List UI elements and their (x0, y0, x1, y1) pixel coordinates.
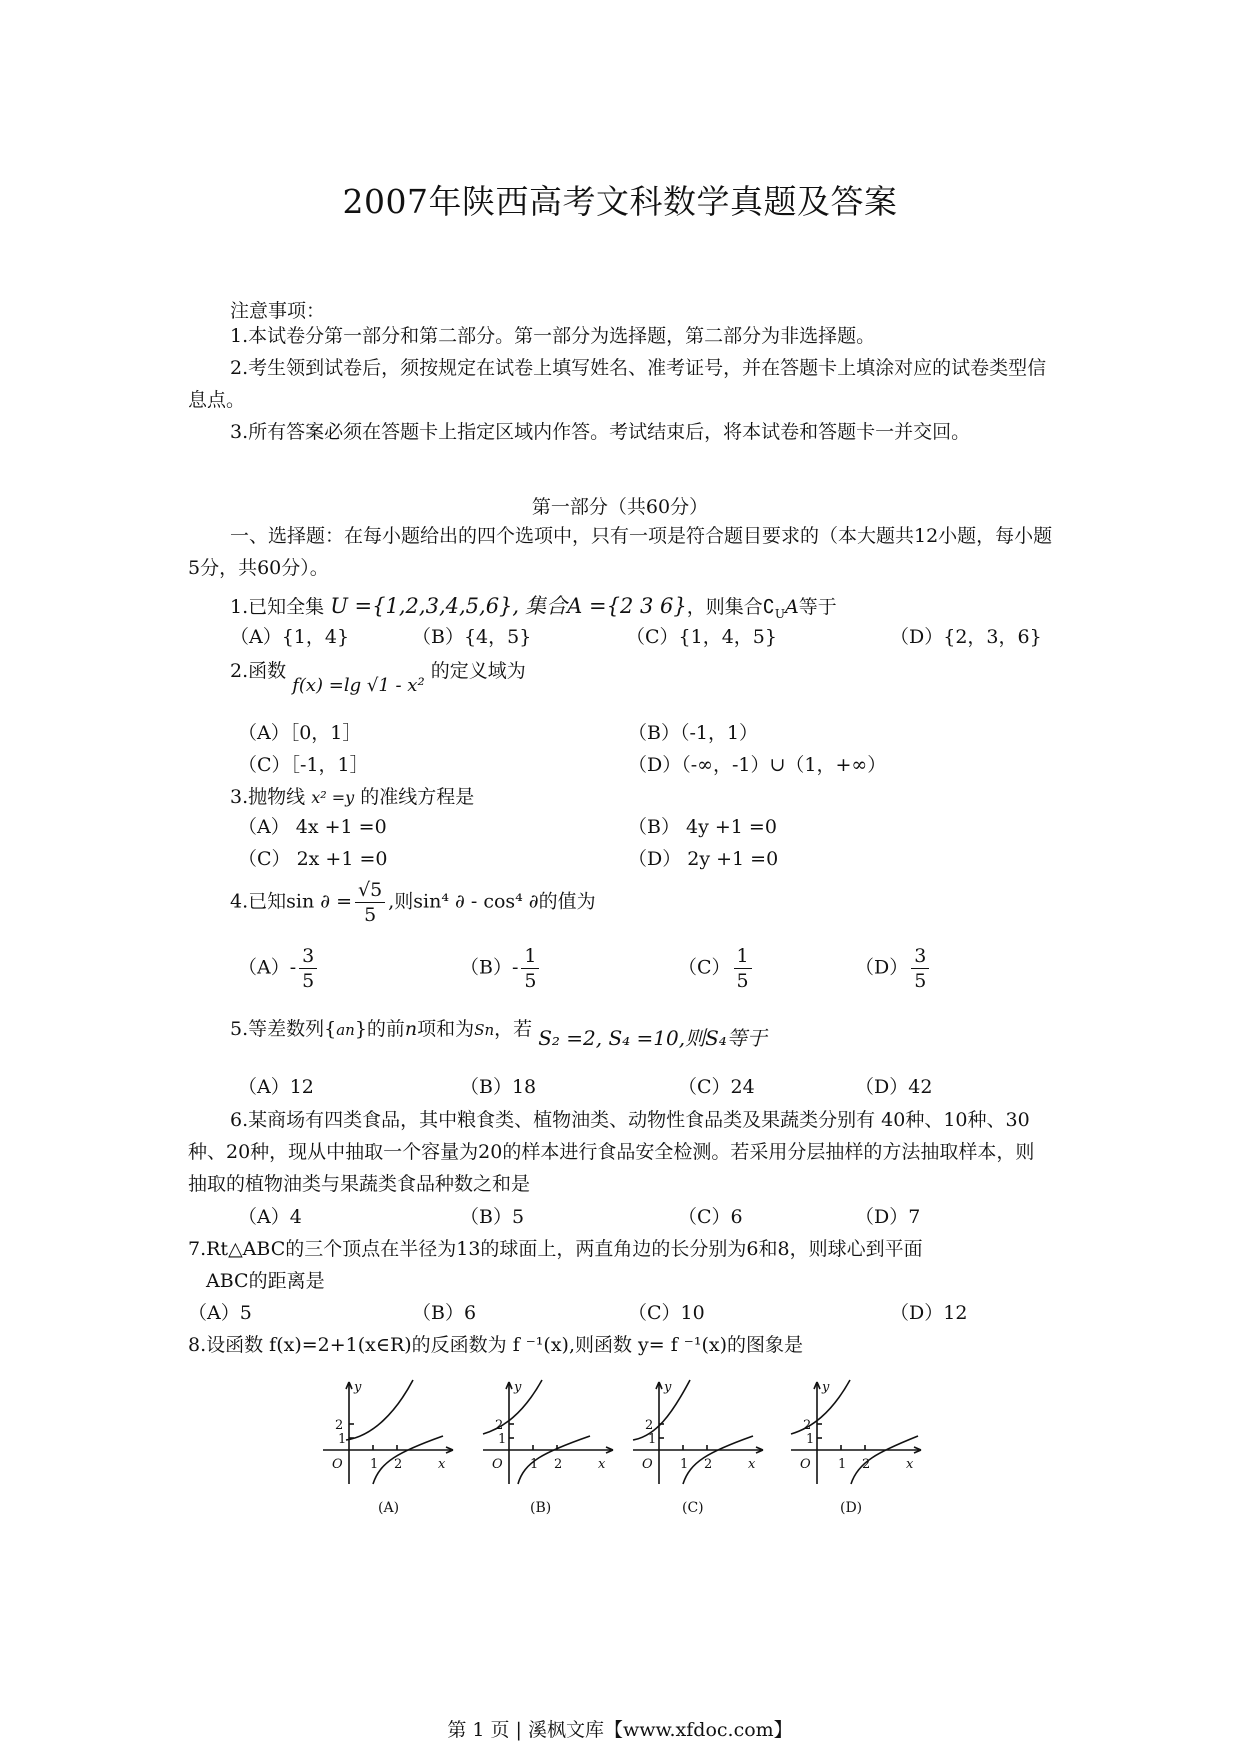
graph-d (786, 1378, 928, 1488)
q4-a-den: 5 (302, 970, 315, 992)
q4-c-frac (734, 944, 752, 993)
graph-b-yt1: 1 (498, 1432, 507, 1447)
q4-a-num: 3 (299, 944, 317, 969)
question-7-line1: 7.Rt△ABC的三个顶点在半径为13的球面上，两直角边的长分别为6和8，则球心到平面 (188, 1238, 923, 1260)
notice-item-1: 1.本试卷分第一部分和第二部分。第一部分为选择题，第二部分为非选择题。 (230, 325, 876, 347)
question-5 (230, 1012, 767, 1050)
q4-b-frac (521, 944, 539, 993)
q6-option-d: （D）7 (855, 1206, 921, 1228)
graph-b-ylabel: y (514, 1380, 522, 1395)
graph-a-yt1: 1 (338, 1432, 347, 1447)
q7-option-b: （B）6 (412, 1302, 477, 1324)
q4-frac-den: 5 (364, 904, 377, 926)
notice-heading: 注意事项： (230, 300, 326, 322)
q4-b-den: 5 (524, 970, 537, 992)
graph-c-ylabel: y (664, 1380, 672, 1395)
q4-d-label: （D） (855, 956, 909, 979)
q4-option-d (855, 944, 932, 993)
q5-mid1: }的前 (354, 1018, 405, 1040)
graph-a-xlabel: x (438, 1457, 446, 1472)
question-2 (230, 656, 526, 696)
graph-b-yt2: 2 (495, 1418, 504, 1433)
question-7-line2: ABC的距离是 (206, 1270, 325, 1292)
q1-suffix: ，则集合∁ (686, 596, 775, 618)
graph-a-origin: O (332, 1457, 343, 1472)
graph-c-xt2: 2 (704, 1457, 713, 1472)
graph-b-curve-up (483, 1380, 542, 1434)
graph-d-xt1: 1 (838, 1457, 847, 1472)
question-1 (230, 590, 837, 621)
graph-b-xt2: 2 (554, 1457, 563, 1472)
graph-c-curve-low (683, 1436, 753, 1484)
q4-option-b (460, 944, 542, 993)
part1-intro: 一、选择题：在每小题给出的四个选项中，只有一项是符合题目要求的（本大题共12小题，每小题5分，共60分）。 (188, 525, 1053, 579)
q4-fraction (355, 878, 385, 927)
q3-option-d: （D） 2y +1 =0 (628, 848, 779, 870)
q7-option-d: （D）12 (890, 1302, 968, 1324)
graph-a-ylabel: y (354, 1380, 362, 1395)
graph-d-xlabel: x (906, 1457, 914, 1472)
q4-d-den: 5 (914, 970, 927, 992)
notice-item-3: 3.所有答案必须在答题卡上指定区域内作答。考试结束后，将本试卷和答题卡一并交回。 (230, 421, 971, 443)
q4-frac-num: √5 (355, 878, 385, 903)
q3-option-b: （B） 4y +1 =0 (628, 816, 777, 838)
q5-an: an (336, 1021, 355, 1039)
q5-option-c: （C）24 (678, 1076, 755, 1098)
graph-c-origin: O (642, 1457, 653, 1472)
q4-c-label: （C） (678, 956, 731, 979)
q4-b-num: 1 (521, 944, 539, 969)
graph-d-origin: O (800, 1457, 811, 1472)
q1-option-c: （C）{1，4，5} (626, 626, 777, 648)
q2-option-a: （A）［0，1］ (238, 722, 362, 744)
graph-c-xt1: 1 (680, 1457, 689, 1472)
q2-formula: f(x) =lg √1 - x² (292, 675, 425, 696)
question-6: 6.某商场有四类食品，其中粮食类、植物油类、动物性食品类及果蔬类分别有 40种、10种、30种、20种，现从中抽取一个容量为20的样本进行食品安全检测。若采用分层抽样的方法抽取样本，则抽取的植物油类与果蔬类食品种数之和是 (188, 1109, 1035, 1195)
graph-b-origin: O (492, 1457, 503, 1472)
graph-b-xlabel: x (598, 1457, 606, 1472)
graph-a-xt1: 1 (370, 1457, 379, 1472)
q1-option-a: （A）{1，4} (230, 626, 350, 648)
q2-option-d: （D）（-∞，-1）∪（1，+∞） (628, 754, 887, 776)
q3-option-a: （A） 4x +1 =0 (238, 816, 387, 838)
q5-option-a: （A）12 (238, 1076, 314, 1098)
q4-a-frac (299, 944, 317, 993)
q4-mid: ,则 (388, 890, 414, 913)
q4-c-den: 5 (736, 970, 749, 992)
question-3 (230, 782, 474, 809)
q1-end: 等于 (798, 596, 837, 618)
graph-b-caption: (B) (530, 1500, 552, 1516)
q4-d-num: 3 (911, 944, 929, 969)
question-4 (230, 878, 596, 927)
part1-title: 第一部分（共60分） (531, 496, 709, 518)
q5-prefix: 5.等差数列{ (230, 1018, 337, 1040)
q6-option-b: （B）5 (460, 1206, 525, 1228)
graph-d-yt2: 2 (803, 1418, 812, 1433)
q5-formula: S₂ =2, S₄ =10,则S₄等于 (538, 1026, 767, 1050)
q4-d-frac (911, 944, 929, 993)
page-footer: 第 1 页 | 溪枫文库【www.xfdoc.com】 (447, 1719, 793, 1741)
q4-prefix: 4.已知 (230, 890, 287, 913)
q4-a-label: （A） (238, 956, 290, 979)
q1-option-b: （B）{4，5} (412, 626, 532, 648)
q4-sin: sin ∂ = (286, 890, 353, 913)
q5-mid2: 项和为 (417, 1018, 475, 1040)
graph-d-xt2: 2 (862, 1457, 871, 1472)
q1-sub: U (774, 606, 785, 621)
q3-suffix: 的准线方程是 (360, 786, 475, 808)
q2-option-c: （C）［-1，1］ (238, 754, 369, 776)
q3-formula: x² =y (311, 788, 355, 807)
q4-suffix: 的值为 (538, 890, 596, 913)
q2-prefix: 2.函数 (230, 660, 287, 682)
graph-a-curve-low (373, 1436, 443, 1484)
q1-option-d: （D）{2，3，6} (890, 626, 1042, 648)
graph-c-xlabel: x (748, 1457, 756, 1472)
q4-expr: sin⁴ ∂ - cos⁴ ∂ (413, 890, 539, 913)
q1-var: A (784, 596, 799, 618)
q3-option-c: （C） 2x +1 =0 (238, 848, 388, 870)
q7-option-c: （C）10 (628, 1302, 705, 1324)
graph-c-caption: (C) (682, 1500, 704, 1516)
q1-set-u: U ={1,2,3,4,5,6}, (330, 594, 520, 618)
graph-d-yt1: 1 (806, 1432, 815, 1447)
q1-prefix: 1.已知全集 (230, 596, 325, 618)
q4-option-c (678, 944, 755, 993)
q2-suffix: 的定义域为 (430, 660, 526, 682)
graph-d-caption: (D) (840, 1500, 863, 1516)
graph-d-ylabel: y (822, 1380, 830, 1395)
graph-c (628, 1378, 770, 1488)
q6-option-c: （C）6 (678, 1206, 743, 1228)
q5-option-d: （D）42 (855, 1076, 933, 1098)
page-title: 2007年陕西高考文科数学真题及答案 (342, 182, 898, 221)
graph-b (478, 1378, 620, 1488)
q4-option-a (238, 944, 320, 993)
q3-prefix: 3.抛物线 (230, 786, 306, 808)
q4-b-sign: - (511, 956, 519, 979)
q4-c-num: 1 (734, 944, 752, 969)
notice-item-2: 2.考生领到试卷后，须按规定在试卷上填写姓名、准考证号，并在答题卡上填涂对应的试卷类型信息点。 (188, 357, 1047, 411)
q5-sn: Sn (474, 1021, 495, 1039)
graph-d-curve-up (791, 1380, 850, 1434)
q7-option-a: （A）5 (188, 1302, 252, 1324)
q5-n: n (404, 1018, 418, 1040)
graph-a (318, 1378, 460, 1488)
q4-a-sign: - (289, 956, 297, 979)
q5-mid3: ，若 (494, 1018, 533, 1040)
question-8: 8.设函数 f(x)=2+1(x∈R)的反函数为 f ⁻¹(x),则函数 y= f ⁻¹(x)的图象是 (188, 1334, 803, 1356)
graph-a-yt2: 2 (335, 1418, 344, 1433)
q6-option-a: （A）4 (238, 1206, 302, 1228)
q5-option-b: （B）18 (460, 1076, 537, 1098)
q4-b-label: （B） (460, 956, 512, 979)
q1-set-a: 集合A ={2 3 6} (525, 594, 687, 618)
graph-a-xt2: 2 (394, 1457, 403, 1472)
q2-option-b: （B）（-1，1） (628, 722, 759, 744)
graph-c-yt2: 2 (645, 1418, 654, 1433)
graph-c-yt1: 1 (648, 1432, 657, 1447)
graph-a-caption: (A) (378, 1500, 400, 1516)
graph-b-xt1: 1 (530, 1457, 539, 1472)
